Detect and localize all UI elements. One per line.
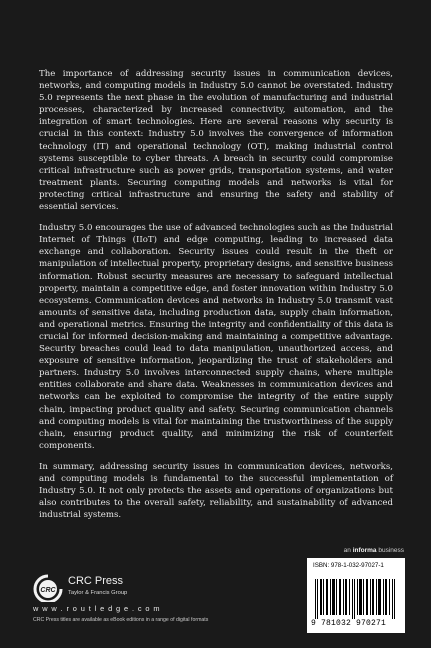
blurb-paragraph-2: Industry 5.0 encourages the use of advanced technologies such as the Industrial Internet of Things (IIoT) and edge computing, leading to increased data exchange and collaboration. Security issues could result in the theft or manipulation of intellectual property, proprietary designs, and sensitive business information. Robust security measures are necessary to safeguard intellectual property, maintain a competitive edge, and foster innovation within Industry 5.0 ecosystems. Communication devices and networks in Industry 5.0 transmit vast amounts of sensitive data, including production data, supply chain information, and operational metrics. Ensuring the integrity and confidentiality of this data is crucial for informed decision-making and maintaining a competitive advantage. Security breaches could lead to data manipulation, unauthorized access, and exposure of sensitive information, jeopardizing the trust of stakeholders and partners. Industry 5.0 involves interconnected supply chains, where multiple entities collaborate and share data. Weaknesses in communication devices and networks can be exploited to compromise the integrity of the entire supply chain, impacting product quality and safety. Securing communication channels and computing models is vital for maintaining the trustworthiness of the supply chain, ensuring product quality, and minimizing the risk of counterfeit components. [39, 223, 393, 451]
informa-business-tagline [308, 547, 404, 554]
tagline-suffix: business [378, 547, 404, 554]
blurb-paragraph-1: The importance of addressing security issues in communication devices, networks, and computing models in Industry 5.0 cannot be overstated. Industry 5.0 represents the next phase in the evolution of manufacturing and industrial processes, characterized by increased connectivity, automation, and the integration of smart technologies. Here are several reasons why security is crucial in this context: Industry 5.0 involves the convergence of information technology (IT) and operational technology (OT), making industrial control systems susceptible to cyber threats. A breach in security could compromise critical infrastructure such as power grids, transportation systems, and water treatment plants. Securing computing models and networks is vital for protecting critical infrastructure and ensuring the safety and stability of essential services. [39, 69, 393, 213]
ebook-availability-note: CRC Press titles are available as eBook editions in a range of digital formats [33, 617, 209, 623]
publisher-website: w w w . r o u t l e d g e . c o m [33, 604, 161, 613]
publisher-subtitle: Taylor & Francis Group [68, 590, 128, 596]
blurb-paragraph-3: In summary, addressing security issues in communication devices, networks, and computing models is fundamental to the successful implementation of Industry 5.0. It not only protects the assets and operations of organizations but also contributes to the overall safety, reliability, and sustainability of advanced industrial systems. [39, 461, 393, 521]
crc-logo-text: CRC [40, 587, 56, 594]
back-cover-blurb [39, 68, 393, 530]
isbn-barcode [307, 558, 405, 633]
crc-press-logo-icon [33, 574, 63, 602]
isbn-label: ISBN: 978-1-032-97027-1 [313, 562, 384, 569]
tagline-brand: informa [352, 547, 377, 554]
barcode-digits: 9 781032 970271 [311, 619, 387, 628]
tagline-prefix: an [343, 547, 351, 554]
publisher-name: CRC Press [68, 575, 124, 587]
barcode-icon [313, 579, 399, 619]
